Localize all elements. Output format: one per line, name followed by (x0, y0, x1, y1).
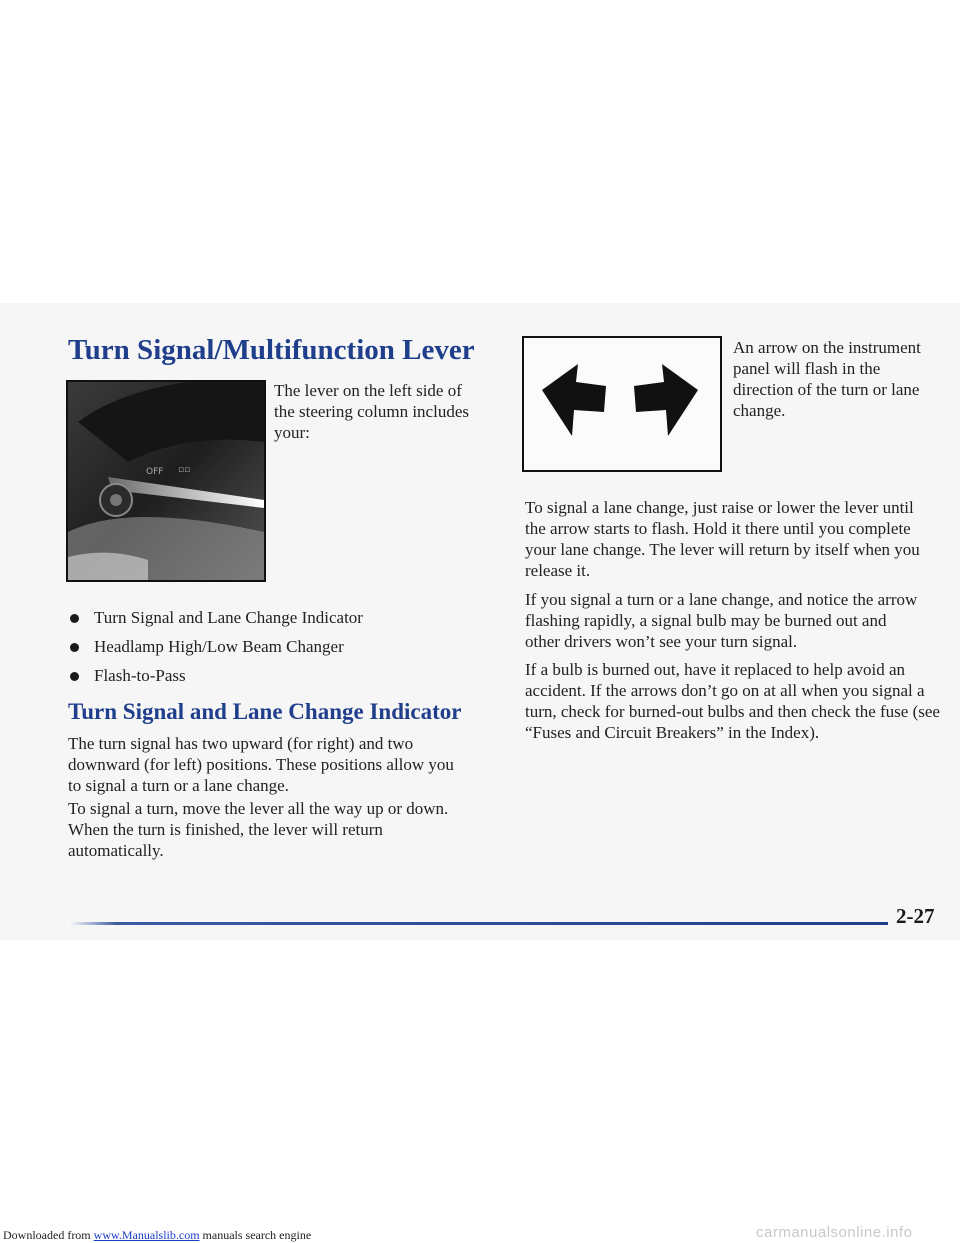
left-arrow-icon (538, 360, 610, 440)
svg-text:OFF: OFF (146, 467, 164, 477)
paragraph: If you signal a turn or a lane change, and notice the arrow flashing rapidly, a signal bulb may be burned out and other drivers won’t see your turn signal. (525, 590, 918, 651)
feature-list (68, 606, 363, 693)
bullet-icon (70, 614, 79, 623)
right-arrow-icon (630, 360, 702, 440)
intro-text: The lever on the left side of the steering column includes your: (274, 381, 469, 442)
subsection-title: Turn Signal and Lane Change Indicator (68, 699, 462, 724)
bullet-icon (70, 643, 79, 652)
paragraph: To signal a lane change, just raise or lower the lever until the arrow starts to flash. Hold it there until you complete your lane change. The lever will return by itself when you release it. (525, 498, 920, 580)
list-item: Turn Signal and Lane Change Indicator (68, 606, 363, 635)
list-item: Headlamp High/Low Beam Changer (68, 635, 363, 664)
watermark: carmanualsonline.info (756, 1224, 913, 1241)
list-item: Flash-to-Pass (68, 664, 363, 693)
paragraph: To signal a turn, move the lever all the way up or down. When the turn is finished, the lever will return automatically. (68, 799, 449, 860)
download-footer: Downloaded from www.Manualslib.com manuals search engine (3, 1228, 312, 1242)
section-title: Turn Signal/Multifunction Lever (68, 334, 475, 366)
arrow-caption: An arrow on the instrument panel will flash in the direction of the turn or lane change. (733, 338, 921, 420)
manualslib-link[interactable]: www.Manualslib.com (93, 1228, 200, 1242)
lever-photo (66, 380, 266, 582)
paragraph: If a bulb is burned out, have it replaced to help avoid an accident. If the arrows don’t go on at all when you signal a turn, check for burned-out bulbs and then check the fuse (see “Fuses and Circuit Breakers” in the Index). (525, 660, 940, 742)
footer-rule (68, 922, 888, 925)
bullet-icon (70, 672, 79, 681)
paragraph: The turn signal has two upward (for right) and two downward (for left) positions. These positions allow you to signal a turn or a lane change. (68, 734, 454, 795)
svg-text:▫▫: ▫▫ (178, 465, 191, 475)
page-number: 2-27 (896, 904, 935, 928)
turn-arrows-illustration (522, 336, 722, 472)
